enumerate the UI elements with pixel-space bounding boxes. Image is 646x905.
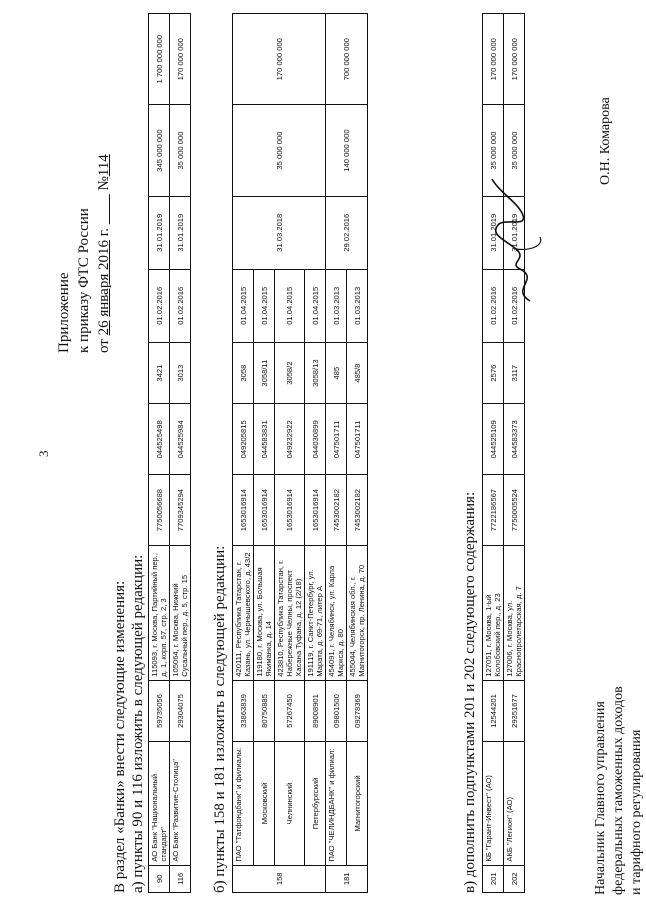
handwritten-signature (470, 169, 560, 309)
annex-month-year: января 2016 (96, 240, 112, 317)
table-row: Московский 80750885 119180, г. Москва, ул. Большая Якиманка, д. 14 1653016914 044583831 3058/11 01.04.2015 (254, 14, 275, 893)
annex-title: Приложение (56, 272, 72, 353)
section-a-heading: а) пункты 90 и 116 изложить в следующей редакции: (130, 554, 146, 893)
signatory-name: О.Н. Комарова (598, 97, 613, 185)
annex-header (54, 154, 114, 353)
table-row: Петербургский 89008901 191119, г. Санкт-Петербург, ул. Марата, д. 69-71, литер А 1653016914 044030899 3058/13 01.04.2015 (305, 14, 326, 893)
intro-text: В раздел «Банки» внести следующие изменения: (112, 580, 128, 893)
section-b-heading: б) пункты 158 и 181 изложить в следующей редакции: (212, 545, 228, 893)
table-section-b (232, 13, 368, 893)
page-number: 3 (36, 450, 51, 457)
annex-number: 114 (96, 154, 112, 177)
annex-day: 26 (96, 320, 112, 336)
table-row: Челнинский 57267450 423810, Республика Татарстан, г. Набережные Челны, проспект Хасана Туфана, д. 12 (2/18) 1653016914 049232922 3058/2 01.04.2015 (275, 14, 305, 893)
table-row: Магнитогорский 09278369 455044, Челябинская обл., г. Магнитогорск, пр. Ленина, д. 70 7453002182 047501711 485/8 01.03.2013 (347, 14, 368, 893)
annex-date-number: от 26 января 2016 г. №114 (96, 154, 112, 353)
table-row: 116 АО Банк "Развитие-Столица" 29304075 105064, г. Москва, Нижний Сусальный пер., д. 5, стр. 15 7709345294 044525984 3013 01.02.2016 31.01.2019 35 000 000 170 000 000 (170, 14, 191, 893)
signatory-title: Начальник Главного управления федеральных таможенных доходов и тарифного регулирования (593, 686, 644, 895)
section-c-heading: в) дополнить подпунктами 201 и 202 следующего содержания: (462, 491, 478, 893)
table-section-a (148, 13, 191, 893)
table-section-c (482, 13, 525, 893)
table-row: 158 ПАО "Татфондбанк" и филиалы: 33863839 420111, Республика Татарстан, г. Казань, ул. Чернышевского, д. 43/2 1653016914 049205815 3058 01.04.2015 31.03.2018 35 000 000 170 000 000 (233, 14, 254, 893)
table-row: 181 ПАО "ЧЕЛИНДБАНК" и филиал: 09801500 454091, г. Челябинск, ул. Карла Маркса, д. 80 7453002182 047501711 485 01.03.2013 29.02.2016 140 000 000 700 000 000 (326, 14, 347, 893)
table-row: 201 КБ "Гарант-Инвест" (АО) 12544201 127051, г. Москва, 1-ый Колобовский пер., д. 23 7722186567 044525109 2576 01.02.2016 31.01.2019 35 000 000 170 000 000 (483, 14, 504, 893)
table-row: 202 АКБ "Легион" (АО) 29351677 127006, г. Москва, ул. Краснопролетарская, д. 7 7750005524 044583373 3117 01.02.2016 31.01.2019 35 000 000 170 000 000 (504, 14, 525, 893)
table-row: 90 АО Банк "Национальный стандарт" 59735056 115093, г. Москва, Партийный пер., д. 1, корп. 57, стр. 2, 3 7750056688 044525498 3421 01.02.2016 31.01.2019 345 000 000 1 700 000 000 (149, 14, 170, 893)
annex-order: к приказу ФТС России (76, 208, 92, 353)
